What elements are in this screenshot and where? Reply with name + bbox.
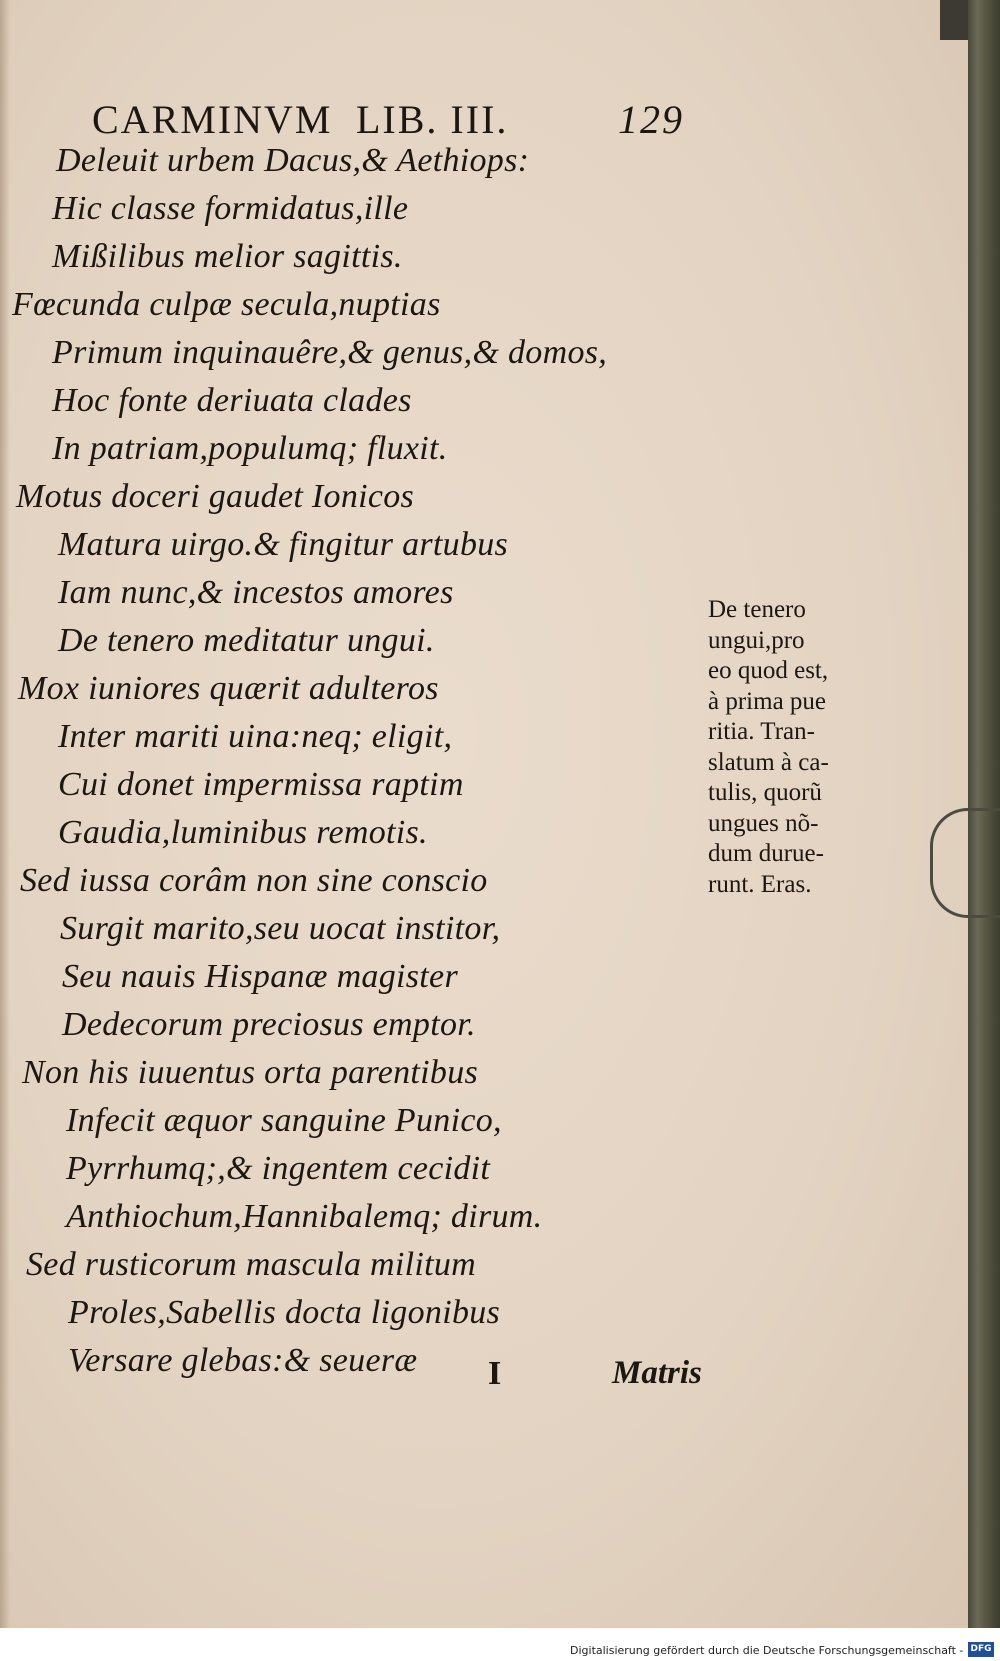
poem-line: Motus doceri gaudet Ionicos <box>16 478 415 515</box>
catchword: Matris <box>612 1355 702 1391</box>
poem-line: Proles,Sabellis docta ligonibus <box>68 1294 501 1331</box>
gloss-line: tulis, quorũ <box>708 779 822 806</box>
poem-line: Anthiochum,Hannibalemq; dirum. <box>66 1198 543 1235</box>
poem-line: Inter mariti uina:neq; eligit, <box>58 718 453 755</box>
gloss-line: De tenero <box>708 596 806 623</box>
poem-line: Hic classe formidatus,ille <box>52 190 409 227</box>
poem-line: Seu nauis Hispanæ magister <box>62 958 458 995</box>
poem-line: Dedecorum preciosus emptor. <box>62 1006 476 1043</box>
poem-line: Infecit æquor sanguine Punico, <box>66 1102 502 1139</box>
gloss-line: dum durue- <box>708 840 824 867</box>
signature-mark: I <box>488 1355 502 1392</box>
poem-line: Pyrrhumq;,& ingentem cecidit <box>66 1150 491 1187</box>
poem-line: In patriam,populumq; fluxit. <box>52 430 448 467</box>
poem-line: Matura uirgo.& fingitur artubus <box>58 526 509 563</box>
poem-line: Sed iussa corâm non sine conscio <box>20 862 488 899</box>
gloss-line: eo quod est, <box>708 657 829 684</box>
gloss-line: à prima pue <box>708 687 827 715</box>
gloss-line: slatum à ca- <box>708 748 829 776</box>
poem-line: Mox iuniores quærit adulteros <box>18 670 439 707</box>
poem-line: Sed rusticorum mascula militum <box>26 1246 477 1283</box>
gloss-line: ungui,pro <box>708 626 805 654</box>
poem-line: Mißilibus melior sagittis. <box>52 238 403 275</box>
poem-line: Versare glebas:& seueræ <box>68 1342 418 1379</box>
poem-line: Gaudia,luminibus remotis. <box>58 814 428 851</box>
poem-line: Deleuit urbem Dacus,& Aethiops: <box>56 142 530 179</box>
poem-line: Surgit marito,seu uocat institor, <box>60 910 501 947</box>
gloss-line: runt. Eras. <box>708 870 812 898</box>
poem-line: Non his iuuentus orta parentibus <box>22 1054 479 1091</box>
gloss-line: ritia. Tran- <box>708 718 815 745</box>
gloss-line: ungues nõ- <box>708 809 819 837</box>
poem-line: Fœcunda culpæ secula,nuptias <box>12 286 441 323</box>
poem-line: Primum inquinauêre,& genus,& domos, <box>52 334 608 371</box>
margin-gloss <box>708 595 868 900</box>
dfg-logo: DFG <box>968 1642 994 1657</box>
poem-line: Hoc fonte deriuata clades <box>52 382 412 419</box>
funding-credit: Digitalisierung gefördert durch die Deutsche Forschungsgemeinschaft - <box>570 1644 964 1657</box>
poem-line: Iam nunc,& incestos amores <box>58 574 454 611</box>
poem-line: Cui donet impermissa raptim <box>58 766 464 803</box>
page-clip <box>930 808 1000 918</box>
poem-line: De tenero meditatur ungui. <box>58 622 435 659</box>
running-title: CARMINVM <box>92 97 333 142</box>
page-number: 129 <box>618 97 684 142</box>
book-number: LIB. III. <box>356 97 509 142</box>
